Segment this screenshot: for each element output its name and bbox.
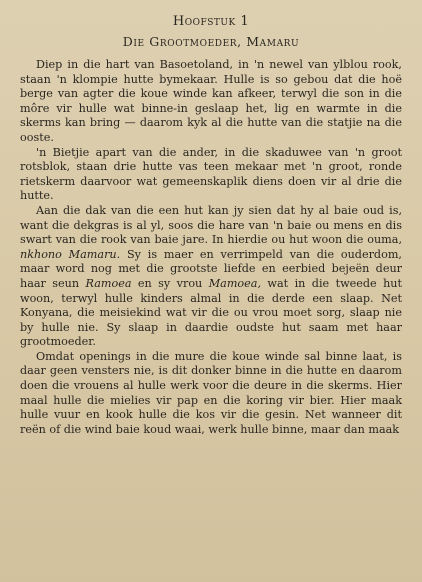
paragraph <box>20 146 402 204</box>
text-run: Aan die dak van die een hut kan jy sien dat hy al baie oud is, want die dekgras is al yl, soos die hare van 'n baie ou mens en dis swart van die rook van baie jare. In hierdie ou hut woon die ouma, <box>20 203 402 247</box>
paragraph <box>20 204 402 350</box>
text-run: 'n Bietjie apart van die ander, in die skaduwee van 'n groot rotsblok, staan drie hutte vas teen mekaar met 'n groot, ronde rietskerm daarvoor wat gemeenskaplik diens doen vir al drie die hutte. <box>20 145 402 203</box>
paragraph <box>20 350 402 438</box>
paragraph <box>20 58 402 146</box>
chapter-label: Hoofstuk 1 <box>172 14 250 29</box>
chapter-title: Die Grootmoeder, Mamaru <box>122 34 300 49</box>
text-run: Sy is maer en verrimpeld van die ouderdom, maar word nog met die grootste liefde en eerbied bejeën deur haar seun <box>20 247 402 290</box>
text-run: en sy vrou <box>131 276 209 290</box>
text-run: Omdat openings in die mure die koue winde sal binne laat, is daar geen vensters nie, is dit donker binne in die hutte en daarom doen die vrouens al hulle werk voor die deure in die skerms. Hier maal hulle die mielies vir pap en die koring vir bier. Hier maak hulle vuur en kook hulle die kos vir die gesin. Net wanneer dit reën of die wind baie koud waai, werk hulle binne, maar dan maak <box>20 349 402 436</box>
text-run: Diep in die hart van Basoetoland, in 'n newel van ylblou rook, staan 'n klompie hutte bymekaar. Hulle is so gebou dat die hoë berge van agter die koue winde kan afkeer, terwyl die son in die môre vir hulle wat binne-in geslaap het, lig en warmte in die skerms kan bring — daarom kyk al die hutte van die statjie na die ooste. <box>20 58 402 144</box>
italic-text: Mamoea, <box>208 276 262 290</box>
body-text <box>20 58 402 437</box>
text-run: wat in die tweede hut woon, terwyl hulle kinders almal in die derde een slaap. Net Konyana, die meisiekind wat vir die ou vrou moet sorg, slaap nie by hulle nie. Sy slaap in daardie oudste hut saam met haar grootmoeder. <box>20 276 402 349</box>
italic-text: Ramoea <box>85 276 132 290</box>
italic-text: nkhono Mamaru. <box>20 247 121 261</box>
